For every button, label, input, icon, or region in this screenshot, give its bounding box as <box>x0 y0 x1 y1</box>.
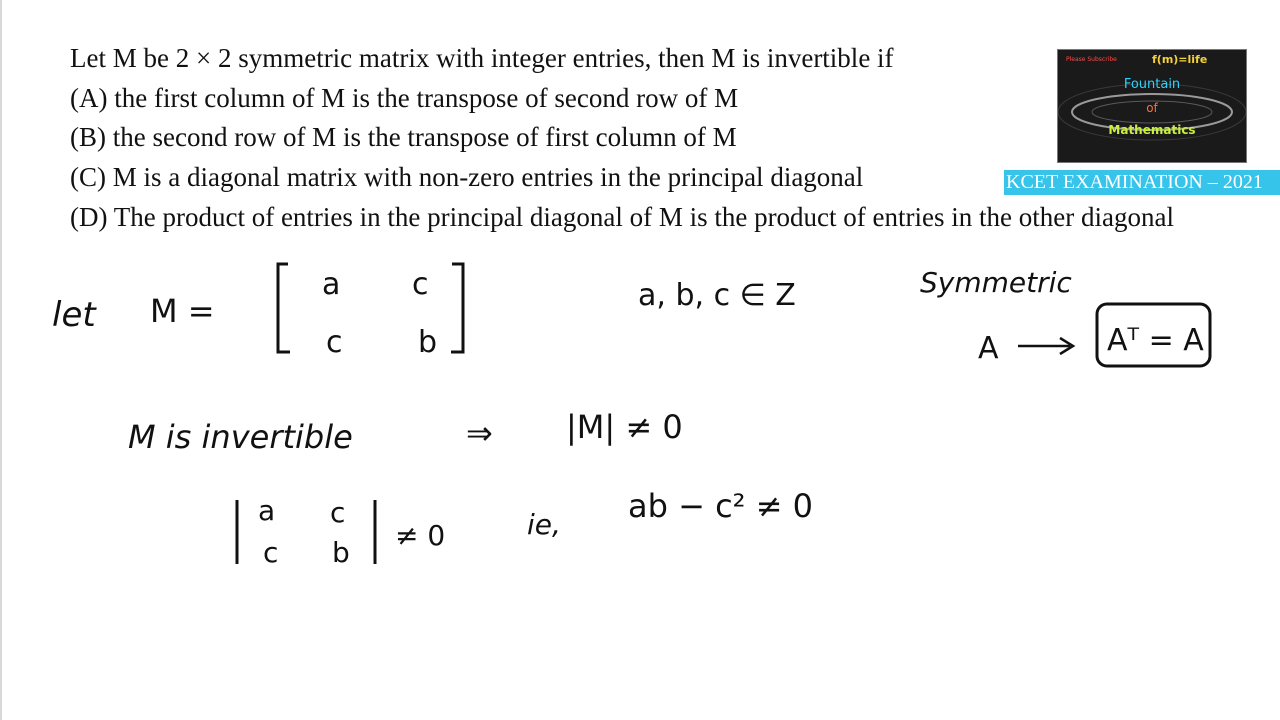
matrix-entry-c-top: c <box>412 267 429 302</box>
hw-invertible: M is invertible <box>128 418 353 456</box>
hw-domain: a, b, c ∈ Z <box>638 278 796 313</box>
logo-word-fountain: Fountain <box>1123 77 1181 92</box>
det-entry-a: a <box>258 494 276 527</box>
matrix-entry-c-bottom: c <box>326 325 343 360</box>
matrix-entry-a: a <box>322 267 341 302</box>
hw-ie: ie, <box>527 508 561 541</box>
question-stem: Let M be 2 × 2 symmetric matrix with integer entries, then M is invertible if <box>70 43 894 73</box>
hw-m-equals: M = <box>150 292 215 330</box>
logo-word-of: of <box>1146 101 1158 115</box>
logo-subscribe-text: Please Subscribe <box>1066 56 1117 63</box>
hw-boxed-definition: Aᵀ = A <box>1107 323 1204 358</box>
hw-symmetric: Symmetric <box>920 266 1072 299</box>
option-a: (A) the first column of M is the transpose of second row of M <box>70 83 739 113</box>
logo-tagline: f(m)=life <box>1152 53 1208 66</box>
option-b: (B) the second row of M is the transpose of first column of M <box>70 122 737 152</box>
matrix-left-bracket <box>278 264 290 352</box>
exam-banner: KCET EXAMINATION – 2021 <box>1004 170 1280 195</box>
hw-let: let <box>52 295 96 335</box>
hw-det-not-zero: |M| ≠ 0 <box>566 408 683 446</box>
matrix-right-bracket <box>451 264 463 352</box>
logo-word-mathematics: Mathematics <box>1108 123 1196 137</box>
matrix-entry-b: b <box>418 325 438 360</box>
hw-arrow-a: A <box>978 331 999 366</box>
option-c: (C) M is a diagonal matrix with non-zero entries in the principal diagonal <box>70 162 864 192</box>
det-entry-c-top: c <box>330 496 346 529</box>
det-neq-zero: ≠ 0 <box>395 519 446 552</box>
det-entry-c-bottom: c <box>263 536 279 569</box>
option-d: (D) The product of entries in the principal diagonal of M is the product of entries in the other diagonal <box>70 202 1174 232</box>
hw-implies: ⇒ <box>466 414 493 452</box>
hw-result: ab − c² ≠ 0 <box>628 487 814 525</box>
det-entry-b: b <box>332 536 350 569</box>
